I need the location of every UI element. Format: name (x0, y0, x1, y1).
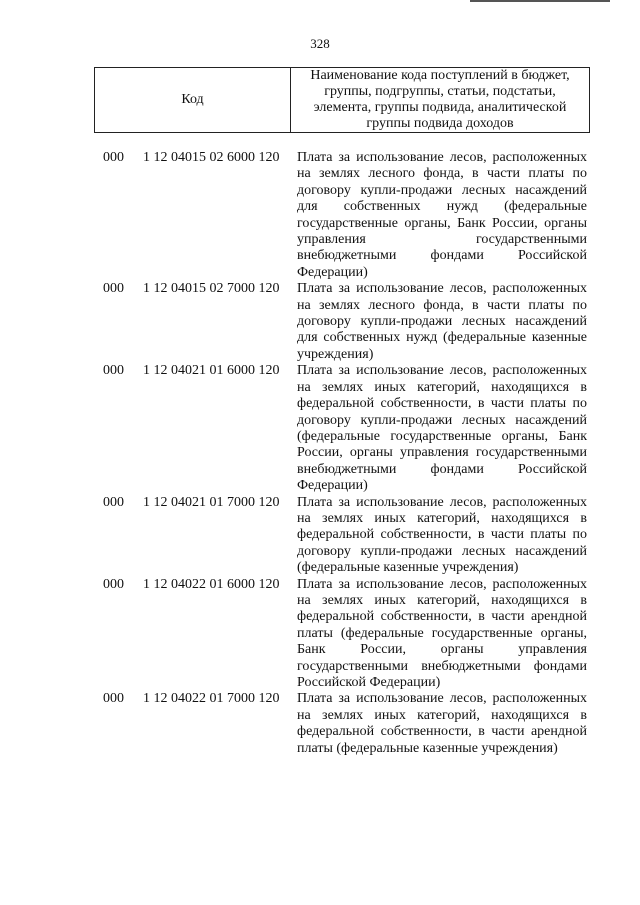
description-line: федеральной собственности, в части арендной (297, 724, 587, 740)
revenue-description (297, 691, 587, 757)
header-code-label: Код (95, 68, 291, 132)
description-line: внебюджетными фондами Российской (297, 248, 587, 264)
revenue-description (297, 363, 587, 494)
revenue-code: 1 12 04022 01 6000 120 (143, 576, 280, 592)
admin-code: 000 (103, 281, 124, 297)
description-line: договору купли-продажи лесных насаждений (297, 182, 587, 198)
table-row (0, 363, 640, 494)
header-name-label: Наименование кода поступлений в бюджет, группы, подгруппы, статьи, подстатьи, элемента, группы подвида, аналитической группы подвида доходов (310, 68, 570, 131)
table-row (0, 281, 640, 363)
description-line: на землях иных категорий, находящихся в (297, 379, 587, 395)
revenue-code: 1 12 04022 01 7000 120 (143, 691, 280, 707)
admin-code: 000 (103, 150, 124, 165)
description-line: договору купли-продажи лесных насаждений (297, 543, 587, 559)
description-line: Плата за использование лесов, расположенных (297, 691, 587, 707)
description-line: платы (федеральные казенные учреждения) (297, 740, 558, 756)
description-line: (федеральные государственные органы, Банк (297, 428, 587, 444)
description-line: государственные органы, Банк России, органы (297, 215, 587, 231)
description-line: России, органы управления государственными (297, 445, 587, 461)
description-line: Банк России, органы управления (297, 642, 587, 658)
table-row (0, 495, 640, 577)
description-line: договору купли-продажи лесных насаждений (297, 314, 587, 330)
page-number: 328 (310, 36, 330, 51)
description-line: Плата за использование лесов, расположенных (297, 281, 587, 297)
description-line: управления государственными (297, 232, 587, 248)
description-line: на землях иных категорий, находящихся в (297, 707, 587, 723)
admin-code: 000 (103, 576, 124, 592)
revenue-code: 1 12 04015 02 7000 120 (143, 281, 280, 297)
description-line: платы (федеральные государственные органы, (297, 625, 587, 641)
description-line: федеральной собственности, в части арендной (297, 609, 587, 625)
revenue-description (297, 577, 587, 692)
admin-code: 000 (103, 363, 124, 379)
table-row (0, 150, 640, 281)
revenue-code: 1 12 04021 01 7000 120 (143, 494, 280, 510)
description-line: Российской Федерации) (297, 675, 441, 690)
description-line: Плата за использование лесов, расположенных (297, 494, 587, 510)
revenue-description (297, 281, 587, 363)
description-line: на землях лесного фонда, в части платы по (297, 166, 587, 182)
admin-code: 000 (103, 691, 124, 707)
admin-code: 000 (103, 494, 124, 510)
description-line: для собственных нужд (федеральные (297, 199, 587, 215)
description-line: договору купли-продажи лесных насаждений (297, 412, 587, 428)
revenue-code-list (0, 150, 640, 757)
revenue-description (297, 150, 587, 281)
revenue-code: 1 12 04021 01 6000 120 (143, 363, 280, 379)
description-line: на землях иных категорий, находящихся в (297, 510, 587, 526)
description-line: для собственных нужд (федеральные казенные (297, 330, 587, 346)
description-line: Плата за использование лесов, расположенных (297, 576, 587, 592)
revenue-description (297, 495, 587, 577)
description-line: федеральной собственности, в части платы по (297, 527, 587, 543)
table-row (0, 691, 640, 757)
description-line: на землях иных категорий, находящихся в (297, 592, 587, 608)
scan-edge-line (470, 0, 610, 2)
description-line: Федерации) (297, 264, 368, 280)
description-line: Плата за использование лесов, расположенных (297, 363, 587, 379)
description-line: на землях лесного фонда, в части платы по (297, 297, 587, 313)
description-line: федеральной собственности, в части платы по (297, 396, 587, 412)
table-header (94, 67, 590, 133)
revenue-code: 1 12 04015 02 6000 120 (143, 150, 280, 165)
description-line: внебюджетными фондами Российской (297, 461, 587, 477)
description-line: учреждения) (297, 346, 374, 362)
description-line: (федеральные казенные учреждения) (297, 560, 519, 576)
description-line: Федерации) (297, 478, 368, 494)
description-line: государственными внебюджетными фондами (297, 658, 587, 674)
table-row (0, 577, 640, 692)
description-line: Плата за использование лесов, расположенных (297, 150, 587, 165)
